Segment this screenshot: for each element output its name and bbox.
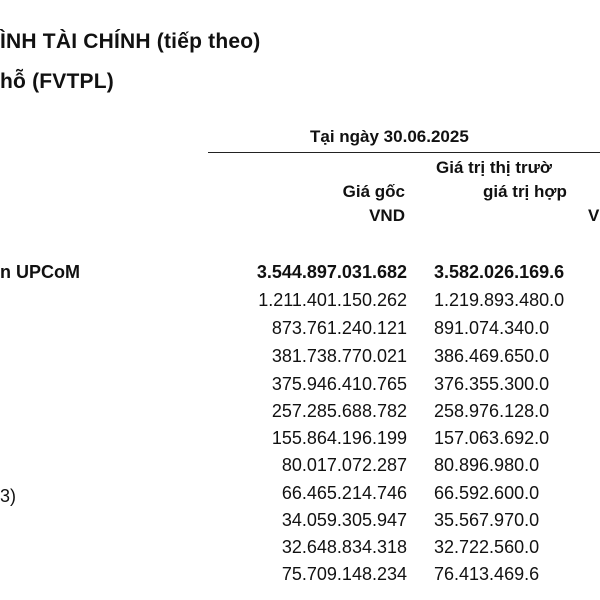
market-column-header-line2: giá trị hợp xyxy=(483,182,567,201)
cost-column-unit: VND xyxy=(369,206,405,225)
market-value: 376.355.300.0 xyxy=(434,374,550,394)
cost-value: 34.059.305.947 xyxy=(281,510,407,530)
cost-value: 32.648.834.318 xyxy=(281,537,407,557)
section-title: ÌNH TÀI CHÍNH (tiếp theo) xyxy=(0,30,261,53)
cost-value: 75.709.148.234 xyxy=(281,564,407,584)
cost-value: 381.738.770.021 xyxy=(271,346,407,366)
market-value: 3.582.026.169.6 xyxy=(434,262,565,282)
cost-value: 3.544.897.031.682 xyxy=(256,262,407,282)
cost-value: 873.761.240.121 xyxy=(271,318,407,338)
market-column-unit: V xyxy=(588,206,600,225)
row-label-upcom: n UPCoM xyxy=(0,262,80,282)
row-label-note: 3) xyxy=(0,486,17,506)
section-subtitle: hỗ (FVTPL) xyxy=(0,70,114,93)
market-value: 1.219.893.480.0 xyxy=(434,290,565,310)
market-value: 80.896.980.0 xyxy=(434,455,540,475)
market-value: 32.722.560.0 xyxy=(434,537,540,557)
market-value: 35.567.970.0 xyxy=(434,510,540,530)
period-header: Tại ngày 30.06.2025 xyxy=(310,127,469,146)
cost-column-header: Giá gốc xyxy=(342,182,405,201)
cost-value: 375.946.410.765 xyxy=(271,374,407,394)
cost-value: 155.864.196.199 xyxy=(271,428,407,448)
market-value: 76.413.469.6 xyxy=(434,564,540,584)
market-value: 258.976.128.0 xyxy=(434,401,550,421)
market-column-header-line1: Giá trị thị trườ xyxy=(436,158,553,177)
cost-value: 1.211.401.150.262 xyxy=(258,290,407,310)
header-divider xyxy=(208,152,600,153)
market-value: 157.063.692.0 xyxy=(434,428,550,448)
market-value: 386.469.650.0 xyxy=(434,346,550,366)
market-value: 66.592.600.0 xyxy=(434,483,540,503)
cost-value: 80.017.072.287 xyxy=(281,455,407,475)
cost-value: 257.285.688.782 xyxy=(271,401,407,421)
market-value: 891.074.340.0 xyxy=(434,318,550,338)
cost-value: 66.465.214.746 xyxy=(281,483,407,503)
